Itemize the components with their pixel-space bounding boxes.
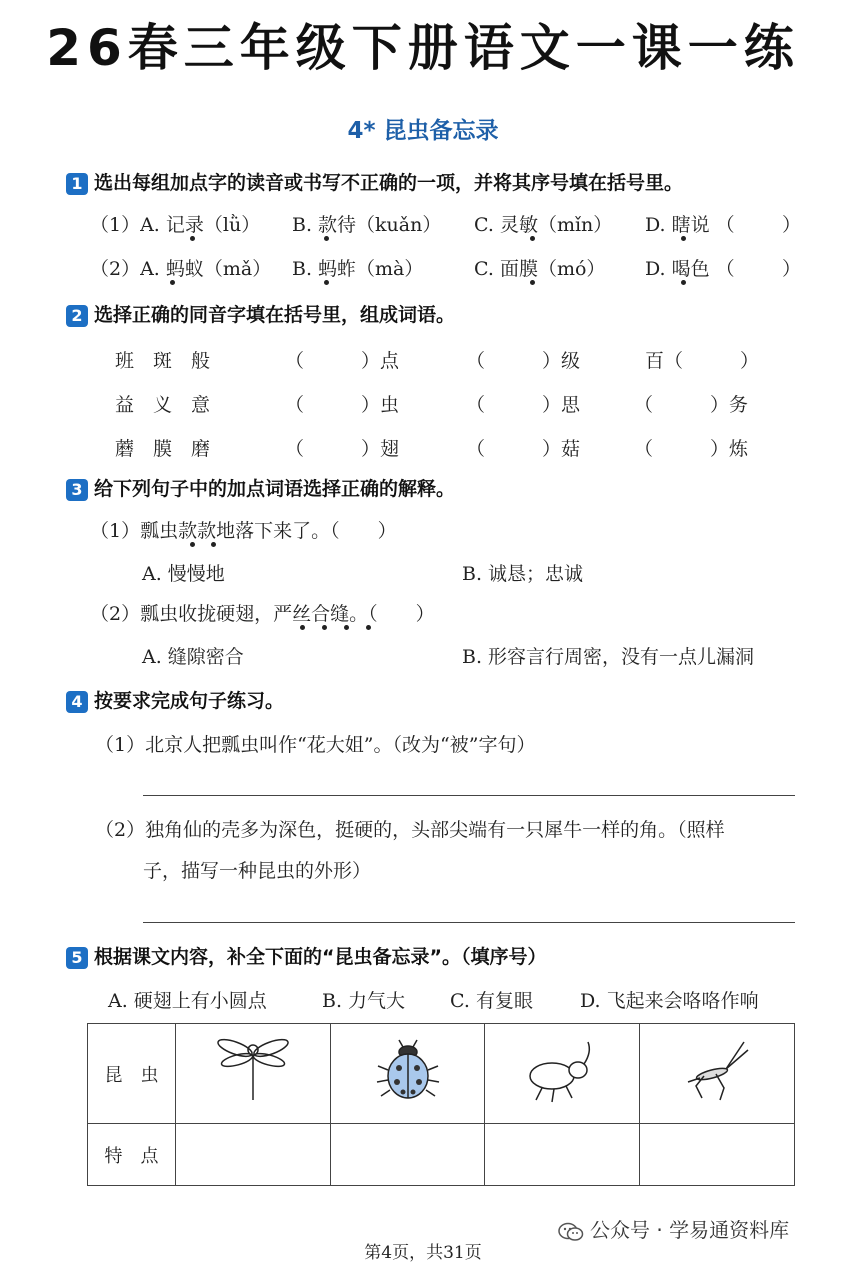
q4-item2-line1: （2）独角仙的壳多为深色，挺硬的，头部尖端有一只犀牛一样的角。（照样 — [95, 819, 725, 841]
q1-r2-close: ） — [782, 258, 802, 280]
emphasis-dot — [190, 236, 195, 241]
answer-line-2[interactable] — [143, 922, 795, 923]
q1-r1-a: （1）A. 记录（lǜ） — [90, 214, 261, 236]
emphasis-dot — [530, 236, 535, 241]
q3-item2-question: （2）瓢虫收拢硬翅，严丝合缝。（ ） — [90, 603, 435, 625]
emphasis-dot — [324, 236, 329, 241]
row-label-feature: 特 点 — [88, 1124, 176, 1186]
q5-title: 根据课文内容，补全下面的“昆虫备忘录”。（填序号） — [94, 946, 547, 968]
q3-item1-option-a: A. 慢慢地 — [142, 563, 225, 585]
emphasis-dot — [170, 280, 175, 285]
q1-number: 1 — [66, 173, 88, 195]
row-label-insect: 昆 虫 — [88, 1024, 176, 1124]
emphasis-dot — [530, 280, 535, 285]
q1-r2-a: （2）A. 蚂蚁（mǎ） — [90, 258, 272, 280]
q2-r1-a: （ ）点 — [285, 350, 400, 372]
q5-number: 5 — [66, 947, 88, 969]
feature-cell-2[interactable] — [330, 1124, 485, 1186]
ladybug-icon — [373, 1036, 443, 1106]
feature-cell-1[interactable] — [175, 1124, 330, 1186]
q4-item2-line2: 子，描写一种昆虫的外形） — [143, 860, 372, 882]
q2-r2-group: 益 义 意 — [115, 394, 211, 416]
q4-title: 按要求完成句子练习。 — [94, 690, 285, 712]
q3-item1-question: （1）瓢虫款款地落下来了。（ ） — [90, 520, 397, 542]
grasshopper-icon — [682, 1036, 752, 1106]
q4-item1: （1）北京人把瓢虫叫作“花大姐”。（改为“被”字句） — [95, 734, 536, 756]
q1-r2-d: D. 喝色 （ — [645, 258, 735, 280]
q2-r3-a: （ ）翅 — [285, 438, 400, 460]
insect-cell-4 — [640, 1024, 795, 1124]
emphasis-dot — [300, 625, 305, 630]
dragonfly-icon — [213, 1036, 293, 1106]
emphasis-dot — [211, 542, 216, 547]
q3-item1-option-b: B. 诚恳；忠诚 — [462, 563, 584, 585]
q1-title: 选出每组加点字的读音或书写不正确的一项，并将其序号填在括号里。 — [94, 172, 684, 194]
q2-r1-b: （ ）级 — [466, 350, 581, 372]
q2-r1-group: 班 斑 般 — [115, 350, 211, 372]
feature-cell-4[interactable] — [640, 1124, 795, 1186]
q3-title: 给下列句子中的加点词语选择正确的解释。 — [94, 478, 456, 500]
lesson-title: 4* 昆虫备忘录 — [347, 118, 499, 144]
q2-r2-c: （ ）务 — [634, 394, 749, 416]
q5-option-d: D. 飞起来会咯咯作响 — [580, 990, 759, 1012]
q3-heading — [66, 474, 455, 501]
feature-cell-3[interactable] — [485, 1124, 640, 1186]
q5-option-a: A. 硬翅上有小圆点 — [108, 990, 267, 1012]
q3-item2-option-a: A. 缝隙密合 — [142, 646, 244, 668]
insect-cell-3 — [485, 1024, 640, 1124]
q2-r2-b: （ ）思 — [466, 394, 581, 416]
emphasis-dot — [344, 625, 349, 630]
insect-memo-table — [87, 1023, 795, 1186]
emphasis-dot — [681, 280, 686, 285]
q2-r3-c: （ ）炼 — [634, 438, 749, 460]
answer-line-1[interactable] — [143, 795, 795, 796]
q2-heading — [66, 300, 455, 327]
q5-heading — [66, 942, 546, 969]
q3-number: 3 — [66, 479, 88, 501]
q2-title: 选择正确的同音字填在括号里，组成词语。 — [94, 304, 456, 326]
q2-r3-b: （ ）菇 — [466, 438, 581, 460]
q4-heading — [66, 686, 284, 713]
q3-item2-option-b: B. 形容言行周密，没有一点儿漏洞 — [462, 646, 755, 668]
q4-number: 4 — [66, 691, 88, 713]
q1-r1-d: D. 瞎说 （ — [645, 214, 735, 236]
q1-r2-c: C. 面膜（mó） — [474, 258, 606, 280]
emphasis-dot — [681, 236, 686, 241]
q1-r2-b: B. 蚂蚱（mà） — [292, 258, 424, 280]
watermark-text: 公众号 · 学易通资料库 — [590, 1218, 790, 1242]
banner-title: 26春三年级下册语文一课一练 — [46, 19, 800, 77]
insect-cell-2 — [330, 1024, 485, 1124]
q1-r1-close: ） — [782, 214, 802, 236]
q5-option-c: C. 有复眼 — [450, 990, 533, 1012]
q2-number: 2 — [66, 305, 88, 327]
q2-r3-group: 蘑 膜 磨 — [115, 438, 211, 460]
page-footer: 第4页，共31页 — [364, 1243, 482, 1263]
q1-heading — [66, 168, 683, 195]
rhinoceros-beetle-icon — [522, 1036, 602, 1106]
emphasis-dot — [366, 625, 371, 630]
q1-r1-c: C. 灵敏（mǐn） — [474, 214, 613, 236]
q1-r1-b: B. 款待（kuǎn） — [292, 214, 442, 236]
insect-cell-1 — [175, 1024, 330, 1124]
emphasis-dot — [190, 542, 195, 547]
q5-option-b: B. 力气大 — [322, 990, 406, 1012]
q2-r2-a: （ ）虫 — [285, 394, 400, 416]
emphasis-dot — [322, 625, 327, 630]
emphasis-dot — [324, 280, 329, 285]
q2-r1-c: 百（ ） — [645, 350, 760, 372]
